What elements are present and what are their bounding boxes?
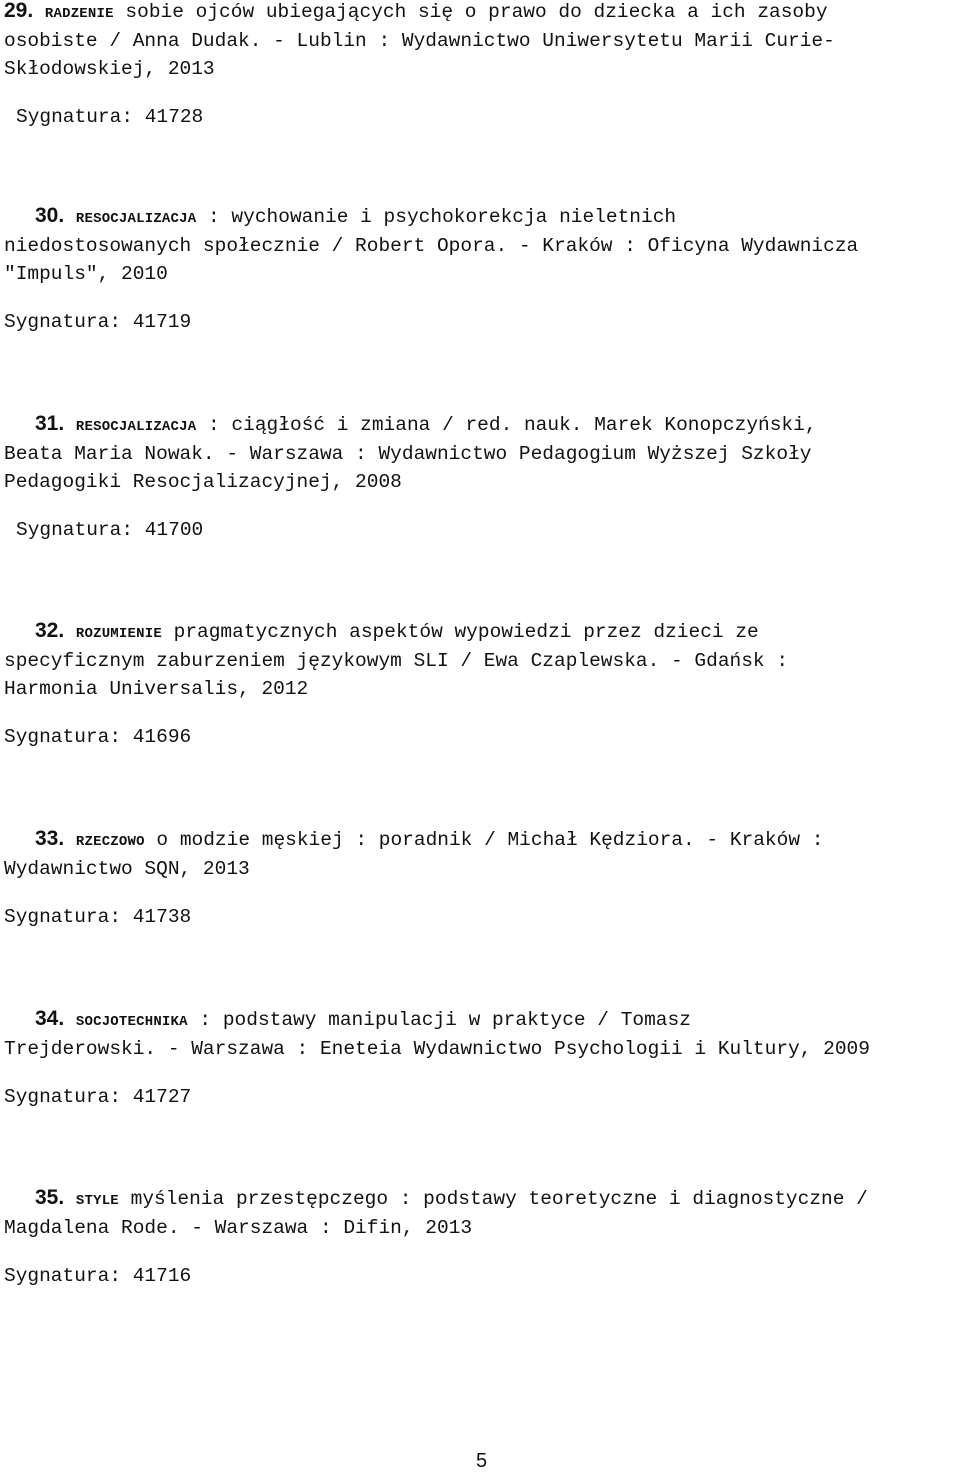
entry-heading: SOCJOTECHNIKA [75, 1014, 188, 1030]
entry-31 [4, 409, 954, 545]
entry-signature: Sygnatura: 41738 [4, 906, 192, 928]
entry-title-rest: myślenia przestępczego : podstawy teoretyczne i diagnostyczne / [118, 1188, 868, 1210]
entry-line-2: specyficznym zaburzeniem językowym SLI / Ewa Czaplewska. - Gdańsk : [4, 650, 789, 672]
entry-number: 29. [4, 0, 34, 22]
entry-heading: RADZENIE [44, 6, 114, 22]
entry-signature: Sygnatura: 41716 [4, 1265, 192, 1287]
entry-line-1 [4, 1004, 954, 1034]
entry-line-1 [4, 409, 954, 439]
entry-title-rest: sobie ojców ubiegających się o prawo do dziecka a ich zasoby [113, 1, 828, 23]
entry-33 [4, 824, 954, 932]
entry-number: 31. [35, 412, 65, 435]
entry-title-rest: : ciągłość i zmiana / red. nauk. Marek Konopczyński, [196, 414, 817, 436]
entry-number: 32. [35, 619, 65, 642]
entry-signature: Sygnatura: 41728 [16, 106, 204, 128]
entry-title-rest: : wychowanie i psychokorekcja nieletnich [196, 206, 677, 228]
entry-line-2: Magdalena Rode. - Warszawa : Difin, 2013 [4, 1217, 473, 1239]
entry-line-3: Pedagogiki Resocjalizacyjnej, 2008 [4, 471, 402, 493]
entry-line-3: Harmonia Universalis, 2012 [4, 678, 309, 700]
entry-number: 35. [35, 1186, 65, 1209]
entry-number: 34. [35, 1007, 65, 1030]
entry-signature: Sygnatura: 41700 [16, 519, 204, 541]
entry-line-2: Beata Maria Nowak. - Warszawa : Wydawnictwo Pedagogium Wyższej Szkoły [4, 443, 812, 465]
entry-line-3: Skłodowskiej, 2013 [4, 58, 215, 80]
entry-heading: RZECZOWO [75, 834, 145, 850]
page-number: 5 [476, 1450, 488, 1472]
entry-line-1 [4, 0, 954, 26]
entry-number: 30. [35, 204, 65, 227]
entry-heading: RESOCJALIZACJA [75, 211, 197, 227]
entry-line-2: Trejderowski. - Warszawa : Eneteia Wydawnictwo Psychologii i Kultury, 2009 [4, 1038, 870, 1060]
entry-35 [4, 1183, 954, 1291]
entry-heading: STYLE [75, 1193, 119, 1209]
entry-line-1 [4, 201, 954, 231]
entry-34 [4, 1004, 954, 1112]
entry-line-3: "Impuls", 2010 [4, 263, 168, 285]
entry-line-2: osobiste / Anna Dudak. - Lublin : Wydawnictwo Uniwersytetu Marii Curie- [4, 30, 835, 52]
entry-heading: RESOCJALIZACJA [75, 419, 197, 435]
entry-heading: ROZUMIENIE [75, 626, 162, 642]
entry-line-2: Wydawnictwo SQN, 2013 [4, 858, 250, 880]
entry-signature: Sygnatura: 41719 [4, 311, 192, 333]
entry-line-1 [4, 616, 954, 646]
entry-title-rest: : podstawy manipulacji w praktyce / Tomasz [187, 1009, 691, 1031]
entry-signature: Sygnatura: 41727 [4, 1086, 192, 1108]
entry-signature: Sygnatura: 41696 [4, 726, 192, 748]
entry-number: 33. [35, 827, 65, 850]
entry-32 [4, 616, 954, 752]
entry-title-rest: o modzie męskiej : poradnik / Michał Kędziora. - Kraków : [144, 829, 824, 851]
entry-29 [4, 0, 954, 132]
entry-title-rest: pragmatycznych aspektów wypowiedzi przez dzieci ze [161, 621, 759, 643]
entry-line-1 [4, 1183, 954, 1213]
entry-30 [4, 201, 954, 337]
entry-line-1 [4, 824, 954, 854]
entry-line-2: niedostosowanych społecznie / Robert Opora. - Kraków : Oficyna Wydawnicza [4, 235, 859, 257]
